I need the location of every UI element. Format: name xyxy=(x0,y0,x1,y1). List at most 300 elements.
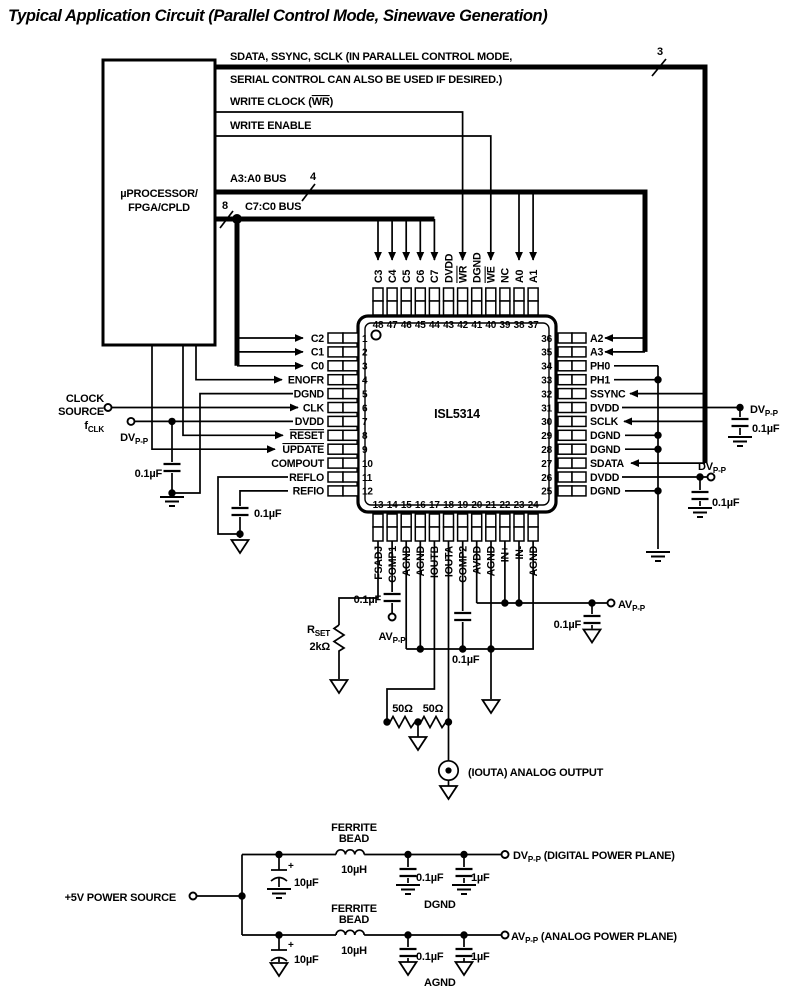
pin-lead xyxy=(343,389,358,399)
pin-name-agnd-15: AGND xyxy=(401,546,413,577)
pin-lead xyxy=(572,416,586,426)
pin-lead xyxy=(472,301,482,315)
capacitor-plates xyxy=(456,949,473,956)
junction-dot xyxy=(654,432,661,439)
pin-number-35: 35 xyxy=(541,347,552,359)
pin-number-33: 33 xyxy=(541,375,552,387)
pin-name-c0-3: C0 xyxy=(310,360,324,373)
pin-lead xyxy=(373,514,383,527)
label-comp2-cap: 0.1µF xyxy=(452,654,480,666)
pin-number-45: 45 xyxy=(414,320,426,331)
label-digital-plane: $DV_{P-P}$ (DIGITAL POWER PLANE) xyxy=(513,850,675,865)
label-01uf-top: 0.1µF xyxy=(416,872,444,884)
label-10uf-top: 10µF xyxy=(294,877,319,889)
junction-dot xyxy=(238,892,245,899)
pin-lead xyxy=(458,527,468,541)
pin-lead xyxy=(343,430,358,440)
junction-dot xyxy=(383,718,390,725)
inductor-ferrite-bottom xyxy=(336,930,364,935)
ground-analog-icon xyxy=(400,962,417,975)
pin-lead xyxy=(558,430,572,440)
pin-number-3: 3 xyxy=(362,361,368,373)
label-ferrite-bot-2: BEAD xyxy=(338,914,370,926)
label-50ohm-1: 50Ω xyxy=(392,703,413,715)
label-serial-note-2: SERIAL CONTROL CAN ALSO BE USED IF DESIRED.) xyxy=(230,74,503,86)
capacitor-plates xyxy=(692,492,709,499)
pin-name-a2-36: A2 xyxy=(590,332,604,345)
pin-lead xyxy=(328,416,343,426)
pin-name-a3-35: A3 xyxy=(590,346,604,359)
pin-lead xyxy=(558,361,572,371)
junction-dot xyxy=(654,487,661,494)
ground-digital-icon xyxy=(688,508,712,517)
processor-label-2: FPGA/CPLD xyxy=(128,202,190,214)
junction-dot xyxy=(417,645,424,652)
pin-name-dvdd-31: DVDD xyxy=(590,402,620,415)
label-50ohm-2: 50Ω xyxy=(422,703,444,715)
pin-lead xyxy=(572,333,586,343)
pin-number-24: 24 xyxy=(527,500,539,511)
pin-lead xyxy=(387,301,397,315)
pin-lead xyxy=(558,389,572,399)
pin-name-c5-46: C5 xyxy=(401,269,413,283)
label-cap-left: 0.1µF xyxy=(134,468,162,480)
pin1-indicator xyxy=(371,330,380,339)
pin-number-36: 36 xyxy=(541,333,552,345)
pin-lead xyxy=(343,403,358,413)
ground-analog-icon xyxy=(410,737,427,750)
label-dvpp-26: $DV_{P-P}$ xyxy=(698,461,726,476)
pin-lead xyxy=(401,514,411,527)
junction-dot xyxy=(275,851,282,858)
label-ferrite-top-2: BEAD xyxy=(338,833,370,845)
pin-name-dvdd-7: DVDD xyxy=(294,416,324,429)
pin-lead xyxy=(558,458,572,468)
pin-lead xyxy=(558,347,572,357)
pin-lead xyxy=(558,333,572,343)
label-dgnd: DGND xyxy=(424,899,456,911)
pin-lead xyxy=(572,403,586,413)
ground-digital-icon xyxy=(728,437,752,446)
ground-digital-icon xyxy=(646,552,670,561)
pin-number-34: 34 xyxy=(541,361,552,373)
junction-dot xyxy=(501,599,508,606)
pin-name-dvdd-43: DVDD xyxy=(443,253,456,283)
pin-name-dgnd-5: DGND xyxy=(293,388,324,401)
pin-name-dgnd-28: DGND xyxy=(590,444,621,456)
label-dvpp-left: $DV_{P-P}$ xyxy=(120,432,148,447)
pin-name-ph1-33: PH1 xyxy=(590,374,611,387)
junction-dot xyxy=(236,530,243,537)
capacitor-plates xyxy=(584,616,601,623)
label-comp1-cap: 0.1µF xyxy=(353,594,381,606)
label-avpp-right: $AV_{P-P}$ xyxy=(618,599,646,614)
resistor-rset xyxy=(334,625,344,679)
label-plus-bot: + xyxy=(288,940,294,951)
junction-dot xyxy=(588,599,595,606)
pin-number-5: 5 xyxy=(362,389,368,401)
pin-number-39: 39 xyxy=(499,320,511,331)
pin-number-11: 11 xyxy=(362,472,373,484)
pin-name-c6-45: C6 xyxy=(415,269,428,283)
pin-lead xyxy=(486,514,496,527)
pin-lead xyxy=(343,486,358,496)
label-analog-output: (IOUTA) ANALOG OUTPUT xyxy=(468,767,604,779)
capacitor-plates xyxy=(384,594,401,601)
pin-lead xyxy=(415,514,425,527)
pin-lead xyxy=(528,527,538,541)
capacitor-plates xyxy=(400,949,417,956)
pin-lead xyxy=(558,375,572,385)
pin-lead xyxy=(472,288,482,301)
capacitor-plates xyxy=(232,508,249,515)
pin-lead xyxy=(429,301,439,315)
pin-lead xyxy=(328,333,343,343)
label-dvpp-31-cap: 0.1µF xyxy=(752,423,780,435)
page-title: Typical Application Circuit (Parallel Control Mode, Sinewave Generation) xyxy=(8,7,548,25)
pin-lead xyxy=(528,288,538,301)
pin-lead xyxy=(558,444,572,454)
label-write-enable: WRITE ENABLE xyxy=(230,120,312,132)
pin-lead xyxy=(401,301,411,315)
pin-lead xyxy=(572,458,586,468)
label-a-bus: A3:A0 BUS xyxy=(230,173,287,185)
label-dvpp-31: $DV_{P-P}$ xyxy=(750,404,778,419)
pin-name-avdd-20: AVDD xyxy=(471,546,484,575)
pin-number-42: 42 xyxy=(457,320,468,331)
pin-lead xyxy=(415,301,425,315)
pin-lead xyxy=(472,527,482,541)
wire-update xyxy=(152,345,275,449)
pin-name-c3-48: C3 xyxy=(372,269,385,283)
coax-connector-center xyxy=(445,767,451,773)
label-ferrite-bot-1: FERRITE xyxy=(331,903,377,915)
pin-number-47: 47 xyxy=(386,320,398,331)
pin-lead xyxy=(514,527,524,541)
pin-lead xyxy=(500,301,510,315)
pin-lead xyxy=(415,527,425,541)
pin-lead xyxy=(343,375,358,385)
pin-lead xyxy=(328,472,343,482)
junction-dot xyxy=(487,645,494,652)
junction-dot xyxy=(404,851,411,858)
pin-number-9: 9 xyxy=(362,445,368,456)
pin-number-8: 8 xyxy=(362,431,368,443)
pin-lead xyxy=(572,430,586,440)
pin-lead xyxy=(444,288,454,301)
junction-dot xyxy=(459,645,466,652)
junction-dot xyxy=(515,599,522,606)
pin-name-ssync-32: SSYNC xyxy=(590,388,626,401)
junction-dot xyxy=(404,931,411,938)
pin-lead xyxy=(514,288,524,301)
pin-lead xyxy=(528,301,538,315)
pin-lead xyxy=(558,416,572,426)
pin-number-32: 32 xyxy=(541,389,552,401)
label-ferrite-top-1: FERRITE xyxy=(331,822,377,834)
pin-lead xyxy=(343,458,358,468)
pin-lead xyxy=(328,389,343,399)
pin-number-1: 1 xyxy=(362,333,368,345)
label-rset-value: 2kΩ xyxy=(309,641,330,653)
pin-name-c4-47: C4 xyxy=(386,269,399,283)
pin-lead xyxy=(343,347,358,357)
pin-name-c7-44: C7 xyxy=(429,269,442,283)
pin-lead xyxy=(429,527,439,541)
terminal-circle xyxy=(105,404,112,411)
pin-lead xyxy=(401,288,411,301)
pin-lead xyxy=(458,301,468,315)
junction-dot xyxy=(232,214,242,224)
pin-name-comp1-14: COMP1 xyxy=(386,546,399,583)
pin-lead xyxy=(328,375,343,385)
pin-name-sdata-27: SDATA xyxy=(590,457,624,470)
pin-name-in--23: IN- xyxy=(513,546,526,560)
pin-name-c2-1: C2 xyxy=(310,332,324,345)
pin-number-25: 25 xyxy=(541,486,552,498)
capacitor-plates xyxy=(454,613,471,620)
pin-lead xyxy=(328,347,343,357)
pin-number-44: 44 xyxy=(429,320,440,331)
pin-lead xyxy=(328,444,343,454)
pin-name-refio-12: REFIO xyxy=(292,485,324,498)
junction-dot xyxy=(654,446,661,453)
pin-number-27: 27 xyxy=(541,458,552,470)
pin-lead xyxy=(429,288,439,301)
pin-name-ph0-34: PH0 xyxy=(590,360,611,373)
pin-lead xyxy=(458,514,468,527)
pin-lead xyxy=(328,486,343,496)
terminal-circle xyxy=(190,893,197,900)
capacitor-plates xyxy=(732,419,749,426)
junction-dot xyxy=(414,718,421,725)
resistor-50ohm-1 xyxy=(387,717,418,728)
pin-lead xyxy=(444,514,454,527)
pin-name-dvdd-26: DVDD xyxy=(590,471,620,484)
ground-digital-icon xyxy=(267,889,291,898)
processor-label-1: µPROCESSOR/ xyxy=(120,188,198,200)
pin-lead xyxy=(387,288,397,301)
pin-number-41: 41 xyxy=(471,320,483,331)
pin-lead xyxy=(558,403,572,413)
wire-write-clock xyxy=(215,112,463,260)
junction-dot xyxy=(696,473,703,480)
pin-number-18: 18 xyxy=(443,500,454,511)
label-5v-source: +5V POWER SOURCE xyxy=(64,892,176,904)
label-refio-cap: 0.1µF xyxy=(254,508,282,520)
ground-analog-icon xyxy=(271,963,288,976)
chip-part-number: ISL5314 xyxy=(434,407,480,421)
junction-dot xyxy=(654,376,661,383)
pin-name-ioutb-17: IOUTB xyxy=(429,546,442,578)
resistor-50ohm-2 xyxy=(418,717,449,728)
label-avdd-cap: 0.1µF xyxy=(553,619,581,631)
pin-lead xyxy=(343,361,358,371)
label-1uf-bot: 1µF xyxy=(471,951,490,963)
label-serial-note-1: SDATA, SSYNC, SCLK (IN PARALLEL CONTROL MODE, xyxy=(230,51,513,63)
pin-number-16: 16 xyxy=(414,500,426,511)
ground-digital-icon xyxy=(452,885,476,894)
ground-analog-icon xyxy=(483,700,500,713)
bus-width-8: 8 xyxy=(222,200,228,212)
pin-lead xyxy=(558,472,572,482)
pin-number-19: 19 xyxy=(457,500,468,511)
pin-lead xyxy=(514,514,524,527)
pin-number-26: 26 xyxy=(541,472,552,484)
pin-number-37: 37 xyxy=(527,320,539,331)
pin-lead xyxy=(328,430,343,440)
pin-name-c1-2: C1 xyxy=(310,346,324,359)
pin-name-compout-10: COMPOUT xyxy=(271,457,324,470)
pin-number-30: 30 xyxy=(541,417,552,429)
pin-number-2: 2 xyxy=(362,347,368,359)
label-plus-top: + xyxy=(288,861,294,872)
pin-lead xyxy=(572,389,586,399)
inductor-ferrite-top xyxy=(336,850,364,855)
pin-number-31: 31 xyxy=(541,403,552,415)
pin-number-46: 46 xyxy=(400,320,412,331)
label-clock-source-2: SOURCE xyxy=(58,406,104,418)
pin-lead xyxy=(373,527,383,541)
label-clock-source-1: CLOCK xyxy=(65,393,104,405)
capacitor-plates xyxy=(400,869,417,876)
wire-reflo xyxy=(218,477,288,534)
label-rset: $R_{SET}$ xyxy=(307,624,330,639)
pin-lead xyxy=(387,527,397,541)
pin-name-dgnd-29: DGND xyxy=(590,430,621,443)
pin-number-28: 28 xyxy=(541,445,552,456)
pin-lead xyxy=(343,416,358,426)
pin-lead xyxy=(486,301,496,315)
label-analog-plane: $AV_{P-P}$ (ANALOG POWER PLANE) xyxy=(511,931,677,946)
junction-dot xyxy=(168,418,175,425)
label-inductor-top: 10µH xyxy=(341,864,367,876)
pin-name-agnd-21: AGND xyxy=(485,546,498,577)
pin-number-23: 23 xyxy=(513,500,525,511)
cap-10uf-top xyxy=(271,855,287,888)
pin-name-reflo-11: REFLO xyxy=(289,471,324,484)
label-1uf-top: 1µF xyxy=(471,872,490,884)
pin-lead xyxy=(458,288,468,301)
terminal-circle xyxy=(128,418,135,425)
pin-lead xyxy=(415,288,425,301)
pin-name-a1-37: A1 xyxy=(527,269,540,283)
terminal-circle xyxy=(502,851,509,858)
label-agnd: AGND xyxy=(424,977,456,989)
ground-analog-icon xyxy=(456,962,473,975)
pin-name-enofr-4: ENOFR xyxy=(287,374,324,387)
terminal-circle xyxy=(389,614,396,621)
ground-analog-icon xyxy=(232,540,249,553)
pin-name-reset-8: RESET xyxy=(289,430,324,443)
pin-name-clk-6: CLK xyxy=(302,402,324,415)
pin-lead xyxy=(343,333,358,343)
pin-name-iouta-18: IOUTA xyxy=(443,546,456,578)
pin-number-17: 17 xyxy=(429,500,440,511)
pin-number-29: 29 xyxy=(541,431,552,443)
pin-number-10: 10 xyxy=(362,458,373,470)
ground-analog-icon xyxy=(440,786,457,799)
pin-lead xyxy=(401,527,411,541)
pin-number-48: 48 xyxy=(372,320,384,331)
junction-dot xyxy=(168,489,175,496)
ground-digital-icon xyxy=(396,885,420,894)
pin-name-nc-39: NC xyxy=(499,268,512,283)
pin-lead xyxy=(514,301,524,315)
pin-lead xyxy=(328,361,343,371)
pin-name-we-40: WE xyxy=(485,266,498,283)
pin-lead xyxy=(429,514,439,527)
ground-digital-icon xyxy=(160,497,184,506)
ground-analog-icon xyxy=(584,630,601,643)
pin-number-22: 22 xyxy=(499,500,511,511)
terminal-circle xyxy=(608,600,615,607)
pin-number-14: 14 xyxy=(386,500,398,511)
ground-analog-icon xyxy=(331,680,348,693)
pin-lead xyxy=(444,301,454,315)
pin-lead xyxy=(373,288,383,301)
pin-lead xyxy=(343,472,358,482)
pin-lead xyxy=(500,514,510,527)
label-avpp-comp1: $AV_{P-P}$ xyxy=(378,631,406,646)
wire-write-enable xyxy=(215,136,491,260)
junction-dot xyxy=(736,404,743,411)
pin-lead xyxy=(500,288,510,301)
pin-name-comp2-19: COMP2 xyxy=(457,546,470,583)
pin-number-13: 13 xyxy=(372,500,384,511)
pin-name-agnd-24: AGND xyxy=(527,546,540,577)
label-10uf-bot: 10µF xyxy=(294,954,319,966)
pin-lead xyxy=(444,527,454,541)
pin-lead xyxy=(328,403,343,413)
pin-name-wr-42: WR xyxy=(457,265,470,283)
capacitor-plates xyxy=(456,869,473,876)
pin-name-dgnd-41: DGND xyxy=(471,252,484,283)
pin-lead xyxy=(572,472,586,482)
pin-lead xyxy=(387,514,397,527)
pin-lead xyxy=(472,514,482,527)
pin-lead xyxy=(373,301,383,315)
pin-name-dgnd-25: DGND xyxy=(590,485,621,498)
pin-lead xyxy=(572,347,586,357)
wire-dgnd5 xyxy=(172,394,293,493)
pin-number-20: 20 xyxy=(471,500,483,511)
pin-lead xyxy=(572,444,586,454)
bus-width-4: 4 xyxy=(310,171,316,183)
label-dvpp-26-cap: 0.1µF xyxy=(712,497,740,509)
pin-lead xyxy=(528,514,538,527)
pin-lead xyxy=(572,486,586,496)
terminal-circle xyxy=(502,932,509,939)
pin-lead xyxy=(328,458,343,468)
pin-name-agnd-16: AGND xyxy=(415,546,428,577)
label-fclk: $f_{CLK}$ xyxy=(84,420,104,435)
pin-name-fsadj-13: FSADJ xyxy=(372,546,385,580)
pin-number-38: 38 xyxy=(513,320,525,331)
label-c-bus: C7:C0 BUS xyxy=(245,201,302,213)
cap-10uf-bottom xyxy=(271,935,287,962)
pin-lead xyxy=(486,527,496,541)
pin-number-7: 7 xyxy=(362,417,368,429)
bus-width-3: 3 xyxy=(657,46,663,58)
pin-number-15: 15 xyxy=(400,500,412,511)
junction-dot xyxy=(445,718,452,725)
pin-lead xyxy=(572,375,586,385)
junction-dot xyxy=(275,931,282,938)
pin-lead xyxy=(486,288,496,301)
pin-lead xyxy=(343,444,358,454)
pin-number-4: 4 xyxy=(362,375,368,387)
